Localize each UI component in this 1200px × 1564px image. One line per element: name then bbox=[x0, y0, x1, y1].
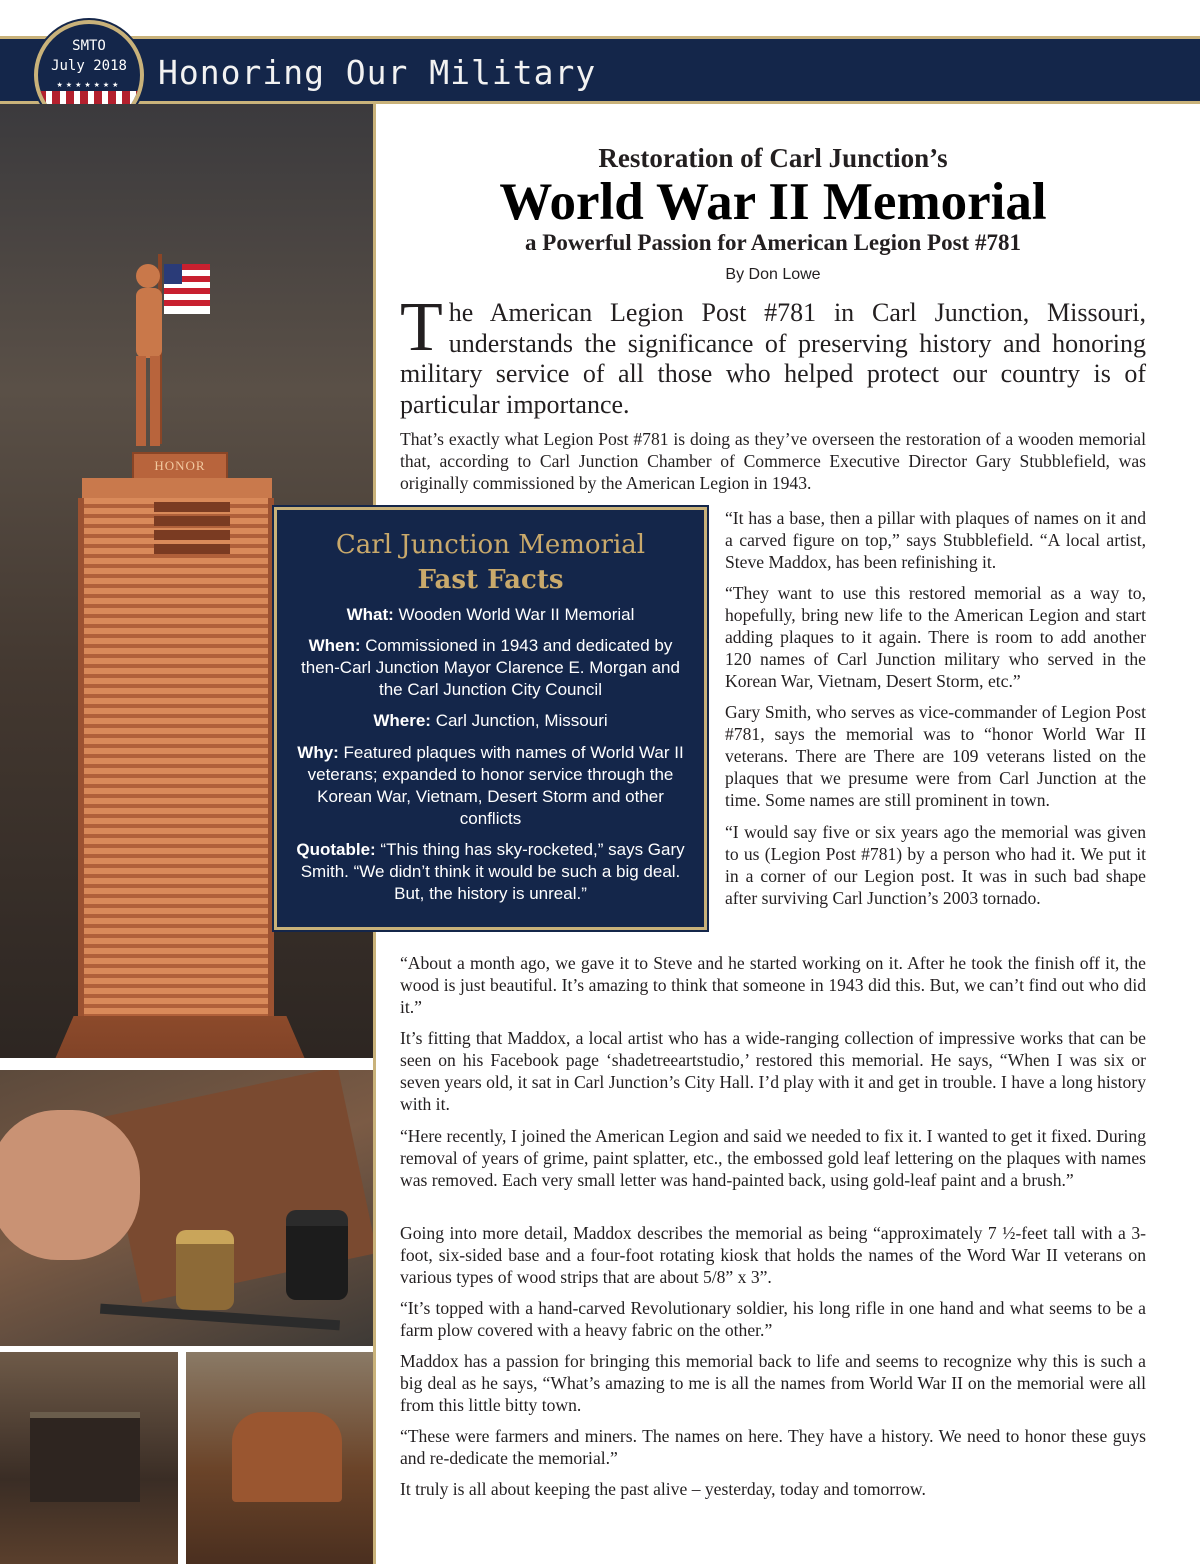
restoration-painting-photo bbox=[0, 1070, 373, 1346]
honor-roll-plaque bbox=[132, 452, 228, 480]
fact-where bbox=[293, 710, 688, 732]
body-paragraph: “It has a base, then a pillar with plaques of names on it and a carved figure on top,” says Stubblefield. “A local artist, Steve Maddox, has been refinishing it. bbox=[725, 508, 1146, 572]
fact-text: Commissioned in 1943 and dedicated by then-Carl Junction Mayor Clarence E. Morgan and the Carl Junction City Council bbox=[301, 636, 680, 699]
memorial-pillar bbox=[78, 498, 274, 1018]
article-kicker: Restoration of Carl Junction’s bbox=[598, 143, 948, 173]
badge-publication: SMTO bbox=[72, 38, 106, 54]
article-byline: By Don Lowe bbox=[725, 266, 821, 283]
fact-text: “This thing has sky-rocketed,” says Gary Smith. “We didn’t think it would be such a big deal. But, the history is unreal.” bbox=[300, 840, 685, 903]
fact-what bbox=[293, 604, 688, 626]
honor-roll-label: HONOR bbox=[154, 458, 206, 473]
lead-text: he American Legion Post #781 in Carl Junction, Missouri, understands the significance of preserving history and honoring military service of all those who helped protect our country is of particular importance. bbox=[400, 298, 1146, 419]
fact-text: Wooden World War II Memorial bbox=[393, 605, 635, 624]
section-header-band bbox=[0, 36, 1200, 104]
drop-cap: T bbox=[400, 289, 443, 366]
body-paragraph: “About a month ago, we gave it to Steve and he started working on it. After he took the finish off it, the wood is just beautiful. It’s amazing to think that someone in 1943 did this. But, we can’t find out who did it.” bbox=[400, 953, 1146, 1017]
soldier-figure-icon bbox=[120, 254, 210, 454]
flag-stars-icon: ★★★★★★★ bbox=[56, 81, 122, 89]
name-plaque bbox=[154, 516, 230, 526]
fact-text: Featured plaques with names of World War II veterans; expanded to honor service through the Korean War, Vietnam, Desert Storm and other conflicts bbox=[307, 743, 684, 828]
fact-text: Carl Junction, Missouri bbox=[430, 711, 608, 730]
body-paragraph: “They want to use this restored memorial as a way to, hopefully, bring new life to the American Legion and start adding plaques to it again. There is room to add another 120 names of Carl Junction military who served in the Korean War, Vietnam, Desert Storm, etc.” bbox=[725, 583, 1146, 691]
section-title: Honoring Our Military bbox=[158, 53, 597, 92]
body-paragraph: Going into more detail, Maddox describes the memorial as being “approximately 7 ½-feet tall with a 3-foot, six-sided base and a four-foot rotating kiosk that holds the names of the Word War II veterans on various types of wood strips that are about 5/8” x 3”. bbox=[400, 1223, 1146, 1287]
body-paragraph: That’s exactly what Legion Post #781 is doing as they’ve overseen the restoration of a wooden memorial that, according to Carl Junction Chamber of Commerce Executive Director Gary Stubblefield, was originally commissioned by the American Legion in 1943. bbox=[400, 429, 1146, 493]
article-headline: World War II Memorial bbox=[499, 173, 1047, 231]
lead-paragraph bbox=[400, 289, 1146, 420]
gold-paint-jar-icon bbox=[176, 1230, 234, 1310]
restored-base bbox=[232, 1412, 342, 1502]
fast-facts-title: Carl Junction Memorial bbox=[335, 530, 646, 560]
fact-when bbox=[293, 635, 688, 701]
badge-issue-date: July 2018 bbox=[51, 58, 127, 74]
memorial-base bbox=[40, 1016, 320, 1058]
article-subhead: a Powerful Passion for American Legion Post #781 bbox=[525, 230, 1021, 255]
body-paragraph: Maddox has a passion for bringing this memorial back to life and seems to recognize why this is such a big deal as he says, “What’s amazing to me is all the names from World War II on the memorial were all from this little bitty town. bbox=[400, 1351, 1146, 1415]
ink-jar-icon bbox=[286, 1210, 348, 1300]
fact-quotable bbox=[293, 839, 688, 905]
fact-label: Quotable: bbox=[296, 840, 376, 859]
fact-why bbox=[293, 742, 688, 830]
name-plaque bbox=[154, 502, 230, 512]
fact-label: When: bbox=[308, 636, 361, 655]
hand bbox=[0, 1110, 140, 1260]
body-paragraph: Gary Smith, who serves as vice-commander of Legion Post #781, says the memorial was to “honor World War II veterans. There are There are 109 veterans listed on the plaques that we presume were from Carl Junction at the time. Some names are still prominent in town. bbox=[725, 702, 1146, 810]
weathered-base bbox=[30, 1412, 140, 1502]
fast-facts-box bbox=[274, 507, 707, 930]
base-before-photo bbox=[0, 1352, 178, 1564]
fact-label: Where: bbox=[373, 711, 431, 730]
name-plaque bbox=[154, 530, 230, 540]
body-paragraph: It truly is all about keeping the past alive – yesterday, today and tomorrow. bbox=[400, 1479, 926, 1499]
fast-facts-subtitle: Fast Facts bbox=[417, 565, 564, 595]
body-paragraph: “Here recently, I joined the American Legion and said we needed to fix it. I wanted to get it fixed. During removal of years of grime, paint splatter, etc., the embossed gold leaf lettering on the plaques with names was removed. Each very small letter was hand-painted back, using gold-leaf paint and a brush.” bbox=[400, 1126, 1146, 1190]
body-paragraph: “These were farmers and miners. The names on here. They have a history. We need to honor these guys and re-dedicate the memorial.” bbox=[400, 1426, 1146, 1468]
memorial-cap bbox=[82, 478, 272, 500]
body-paragraph: “It’s topped with a hand-carved Revolutionary soldier, his long rifle in one hand and what seems to be a farm plow covered with a heavy fabric on the other.” bbox=[400, 1298, 1146, 1340]
body-paragraph: It’s fitting that Maddox, a local artist who has a wide-ranging collection of impressive works that can be seen on his Facebook page ‘shadetreeartstudio,’ restored this memorial. He says, “When I was six or seven years old, it sat in Carl Junction’s City Hall. I’d play with it and get in trouble. I have a long history with it. bbox=[400, 1028, 1146, 1114]
name-plaque bbox=[154, 544, 230, 554]
body-paragraph: “I would say five or six years ago the memorial was given to us (Legion Post #781) by a person who had it. We put it in a corner of our Legion post. It was in such bad shape after surviving Carl Junction’s 2003 tornado. bbox=[725, 822, 1146, 908]
base-after-photo bbox=[186, 1352, 373, 1564]
fact-label: Why: bbox=[297, 743, 339, 762]
fact-label: What: bbox=[346, 605, 394, 624]
